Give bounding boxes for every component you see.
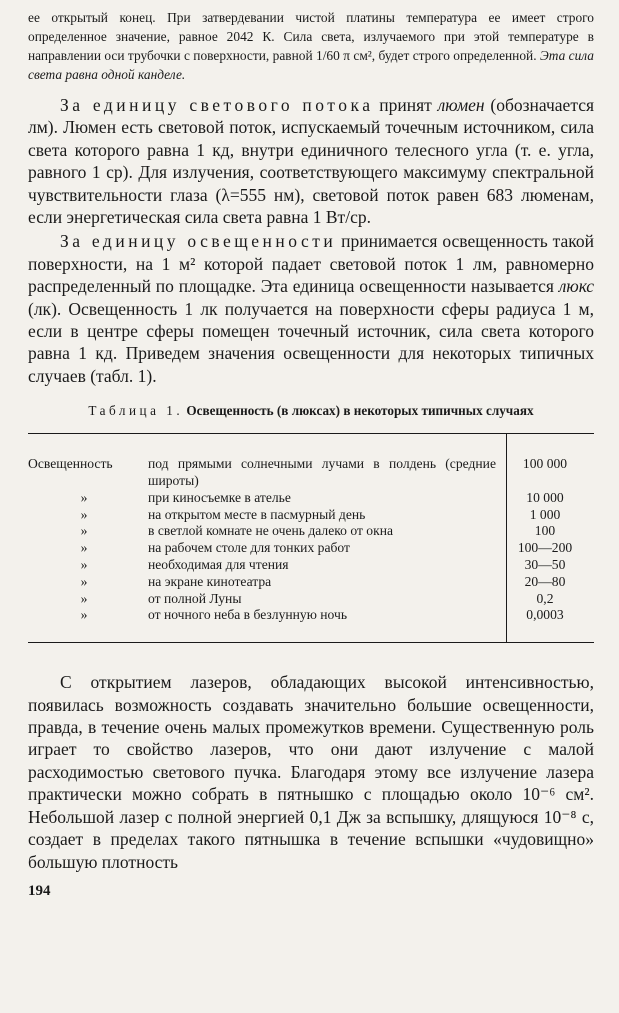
row-value: 1 000 (529, 506, 561, 522)
document-page (28, 8, 594, 900)
row-condition: необходимая для чтения (148, 557, 289, 573)
row-value: 0,2 (536, 590, 554, 606)
table-row (28, 574, 594, 591)
row-label: » (80, 573, 88, 589)
term-lux: люкс (558, 276, 594, 297)
table-row (28, 591, 594, 608)
row-label: » (80, 540, 88, 556)
table-row (28, 507, 594, 524)
row-label: » (80, 489, 88, 505)
lead-phrase: За единицу светового потока (60, 95, 374, 115)
top-paragraph: ее открытый конец. При затвердевании чистой платины температура ее имеет строго определенное значение, равное 2042 К. Сила света, излучаемого при этой температуре в направлении оси трубочки с поверхности, равной 1/60 π см², будет строго определенной. Эта сила света равна одной канделе. (28, 10, 594, 82)
table-caption (28, 403, 594, 419)
table-row (28, 540, 594, 557)
row-value: 10 000 (526, 489, 564, 505)
row-condition: на рабочем столе для тонких работ (148, 540, 350, 556)
row-value: 0,0003 (526, 607, 564, 623)
row-label: » (80, 506, 88, 522)
page-number: 194 (28, 882, 51, 899)
row-label: » (80, 590, 88, 606)
table-row (28, 523, 594, 540)
row-condition: в светлой комнате не очень далеко от окна (148, 523, 394, 539)
row-value: 20—80 (524, 573, 566, 589)
table-row (28, 607, 594, 624)
row-label: » (80, 607, 88, 623)
row-condition: от полной Луны (148, 590, 242, 606)
row-value: 100 (534, 523, 556, 539)
paragraph-lumen: За единицу светового потока принят люмен (обозначается лм). Люмен есть световой поток, испускаемый точечным источником, сила света которого равна 1 кд, внутри единичного телесного угла (т. е. угла, равного 1 ср). Для излучения, соответствующего максимуму спектральной чувствительности глаза (λ=555 нм), световой поток равен 683 люменам, если энергетическая сила света равна 1 Вт/ср. (28, 95, 595, 228)
paragraph-lux: За единицу освещенности принимается освещенность такой поверхности, на 1 м² которой падает световой поток 1 лм, равномерно распределенный по площадке. Эта единица освещенности называется люкс (лк). Освещенность 1 лк получается на поверхности сферы радиуса 1 м, если в центре сферы помещен точечный источник, сила света которого равна 1 кд. Приведем значения освещенности для некоторых типичных случаев (табл. 1). (28, 231, 594, 386)
paragraph-lasers: С открытием лазеров, обладающих высокой интенсивностью, появилась возможность создавать значительно большие освещенности, правда, в течение очень малых промежутков времени. Существенную роль играет то свойство лазеров, что они дают излучение с малой расходимостью светового пучка. Благодаря этому все излучение лазера практически можно собрать в пятнышко с площадью около 10⁻⁶ см². Небольшой лазер с полной энергией 0,1 Дж за вспышку, длящуюся 10⁻⁸ с, создает в пределах такого пятнышка в течение вспышки «чудовищно» большую плотность (28, 672, 594, 872)
row-condition: при киносъемке в ателье (148, 489, 291, 505)
column-divider (506, 434, 507, 642)
table-title: Освещенность (в люксах) в некоторых типичных случаях (186, 403, 534, 419)
row-label: » (80, 557, 88, 573)
table-label: Таблица 1. (88, 403, 184, 419)
illuminance-table (28, 433, 594, 643)
row-value: 100—200 (517, 540, 573, 556)
row-condition: под прямыми солнечными лучами в полдень (средние широты) (148, 456, 496, 489)
row-condition: на открытом месте в пасмурный день (148, 506, 366, 522)
row-label: Освещенность (28, 456, 113, 472)
italic-statement: Эта сила света равна одной канделе. (28, 48, 594, 82)
lead-phrase: За единицу освещенности (60, 231, 337, 252)
term-lumen: люмен (437, 95, 485, 115)
row-value: 100 000 (522, 456, 568, 472)
table-row (28, 557, 594, 574)
row-value: 30—50 (524, 557, 566, 573)
table-row (28, 490, 594, 507)
row-condition: от ночного неба в безлунную ночь (148, 607, 348, 623)
row-condition: на экране кинотеатра (148, 573, 272, 589)
row-label: » (80, 523, 88, 539)
table-row (28, 456, 594, 490)
